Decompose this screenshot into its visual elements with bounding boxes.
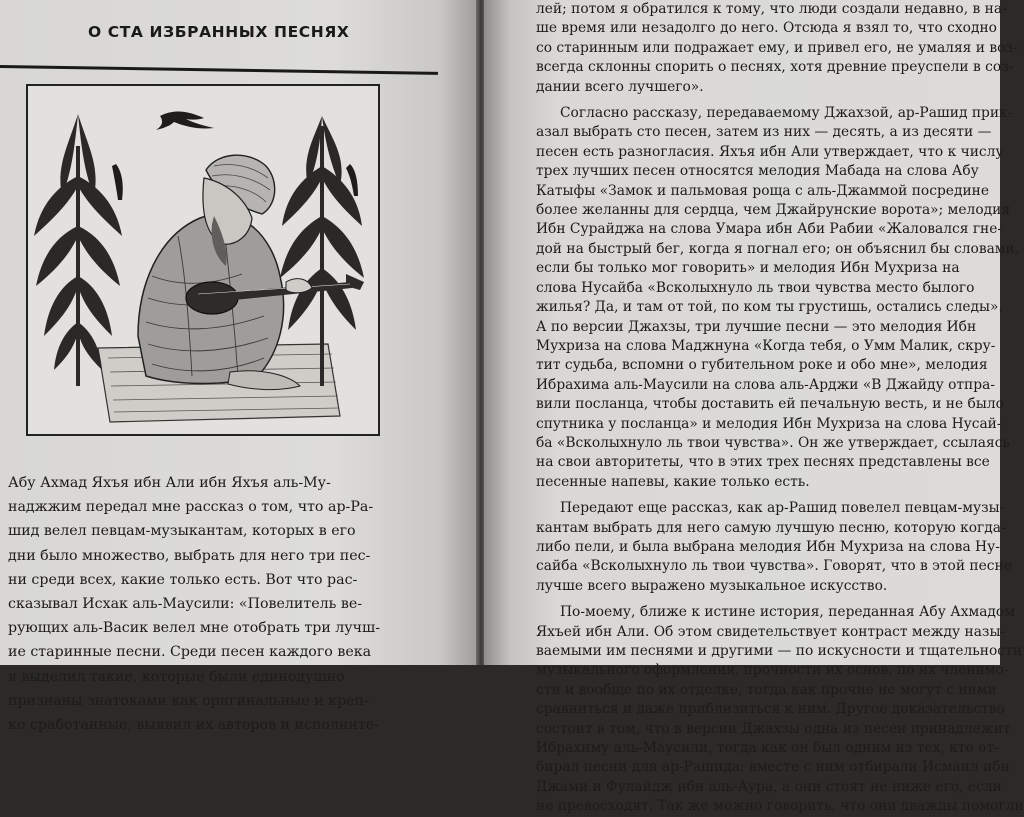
text-line: Мухриза на слова Маджнуна «Когда тебя, о Умм Малик, скру- (536, 337, 996, 354)
text-line: музыкального оформления, прочности их основ, по их членимо- (536, 662, 1009, 679)
text-line: более желанны для сердца, чем Джайрунские ворота»; мелодия (536, 202, 1011, 219)
text-line: По-моему, ближе к истине история, переданная Абу Ахмадом (560, 604, 1015, 621)
left-tree-illustration (34, 114, 122, 386)
text-line: спутника у посланца» и мелодия Ибн Мухриза на слова Нусай- (536, 415, 1002, 432)
text-line: дни было множество, выбрать для него три пес- (8, 547, 371, 564)
text-line: кантам выбрать для него самую лучшую песню, которую когда- (536, 519, 1006, 536)
paragraph (536, 499, 1012, 596)
text-line: жилья? Да, и там от той, по ком ты грустишь, остались следы». (536, 299, 1003, 316)
text-line: лей; потом я обратился к тому, что люди создали недавно, в на- (536, 1, 1007, 17)
right-body-text (536, 0, 1024, 817)
text-line: Ибрахиму аль-Маусили, тогда как он был одним из тех, кто от- (536, 740, 999, 757)
text-line: ваемыми им песнями и другими — по искусности и тщательности (536, 643, 1022, 659)
text-line: песен есть разногласия. Яхъя ибн Али утверждает, что к числу (536, 143, 1004, 160)
text-line: ба «Всколыхнуло ль твои чувства». Он же утверждает, ссылаясь (536, 434, 1010, 451)
text-line: Согласно рассказу, передаваемому Джахзой, ар-Рашид прик- (560, 105, 1013, 122)
text-line: Абу Ахмад Яхъя ибн Али ибн Яхъя аль-Му- (8, 475, 331, 491)
text-line: наджжим передал мне рассказ о том, что ар-Ра- (8, 499, 374, 516)
text-line: лучше всего выражено музыкальное искусство. (536, 577, 888, 594)
text-line: всегда склонны спорить о песнях, хотя древние преуспели в соз- (536, 59, 1014, 76)
text-line: Яхъей ибн Али. Об этом свидетельствует контраст между назы- (536, 623, 1006, 640)
paragraph (536, 0, 1018, 97)
text-line: если бы только мог говорить» и мелодия Ибн Мухриза на (536, 260, 960, 277)
text-line: слова Нусайба «Всколыхнуло ль твои чувства место былого (536, 279, 975, 296)
paragraph (536, 603, 1024, 816)
paragraph (536, 104, 1020, 492)
text-line: дой на быстрый бег, когда я погнал его; он объяснил бы словами, (536, 240, 1020, 257)
text-line: ие старинные песни. Среди песен каждого века (8, 644, 372, 661)
text-line: ни среди всех, какие только есть. Вот что рас- (8, 571, 358, 588)
text-line: признаны знатоками как оригинальные и креп- (8, 692, 369, 709)
text-line: вили посланца, чтобы доставить ей печальную весть, и не было (536, 396, 1004, 413)
text-line: ше время или незадолго до него. Отсюда я взял то, что сходно (536, 20, 997, 37)
text-line: тит судьба, вспомни о губительном роке и обо мне», мелодия (536, 357, 988, 374)
text-line: сравниться и даже приблизиться к ним. Другое доказательство (536, 701, 1005, 718)
paragraph-gap (536, 596, 966, 603)
text-line: либо пели, и была выбрана мелодия Ибн Мухриза на слова Ну- (536, 538, 1000, 555)
text-line: Ибрахима аль-Маусили на слова аль-Арджи «В Джайду отпра- (536, 376, 995, 393)
illustration-musician-with-lute (26, 84, 380, 436)
text-line: дании всего лучшего». (536, 78, 704, 95)
text-line: ко сработанные, выявил их авторов и исполните- (8, 717, 379, 734)
left-body-text (8, 471, 381, 737)
text-line: Катыфы «Замок и пальмовая роща с аль-Джаммой посредине (536, 182, 990, 199)
text-line: не превосходят. Так же можно говорить, что они дважды помогли (536, 798, 1024, 815)
paragraph-gap (536, 97, 966, 104)
text-line: на свои авторитеты, что в этих трех песнях представлены все (536, 454, 990, 471)
text-line: азал выбрать сто песен, затем из них — десять, а из десяти — (536, 124, 992, 141)
running-head: О СТА ИЗБРАННЫХ ПЕСНЯХ (88, 23, 350, 41)
text-line: А по версии Джахзы, три лучшие песни — это мелодия Ибн (536, 318, 977, 335)
text-line: я выделил такие, которые были единодушно (8, 668, 345, 685)
left-page (0, 0, 478, 734)
text-line: со старинным или подражает ему, и привел его, не умаляя и воз- (536, 39, 1018, 56)
text-line: сайба «Всколыхнуло ль твои чувства». Говорят, что в этой песне (536, 558, 1012, 575)
text-line: Джами и Фулайдж ибн аль-Аура, а они стоят не ниже его, если (536, 778, 1002, 795)
text-line: рующих аль-Васик велел мне отобрать три лучш- (8, 620, 381, 637)
text-line: сти и вообще по их отделке, тогда как прочие не могут с ними (536, 681, 997, 698)
text-line: состоит в том, что в версии Джахзы одна из песен принадлежит (536, 720, 1011, 737)
running-head-rule (0, 65, 438, 75)
text-line: трех лучших песен относятся мелодия Мабада на слова Абу (536, 163, 979, 180)
text-line: шид велел певцам-музыкантам, которых в его (8, 523, 356, 540)
text-line: песенные напевы, какие только есть. (536, 473, 810, 490)
text-line: сказывал Исхак аль-Маусили: «Повелитель ве- (8, 596, 363, 613)
text-line: Ибн Сурайджа на слова Умара ибн Аби Рабии «Жаловался гне- (536, 221, 1003, 238)
paragraph-gap (536, 492, 966, 499)
text-line: Передают еще рассказ, как ар-Рашид повелел певцам-музы- (560, 500, 1005, 517)
text-line: бирал песни для ар-Рашида; вместе с ним отбирали Исмаил ибн (536, 759, 1010, 776)
